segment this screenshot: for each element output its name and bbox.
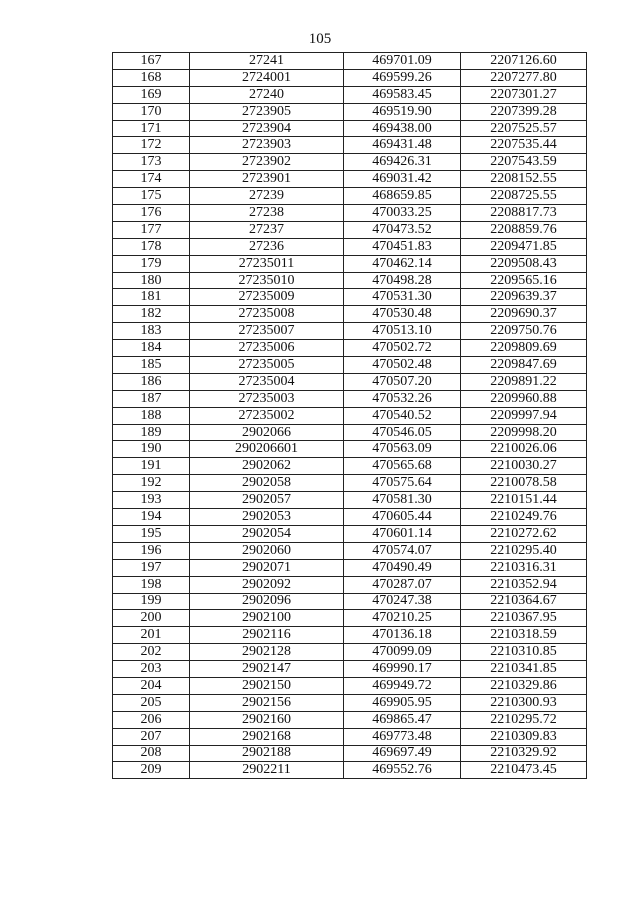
- point-id-cell: 2902060: [190, 542, 344, 559]
- x-coordinate-cell: 469426.31: [344, 154, 461, 171]
- x-coordinate-cell: 470601.14: [344, 525, 461, 542]
- point-id-cell: 2902092: [190, 576, 344, 593]
- table-row: [113, 762, 587, 779]
- x-coordinate-cell: 469949.72: [344, 677, 461, 694]
- row-number-cell: 196: [113, 542, 190, 559]
- row-number-cell: 207: [113, 728, 190, 745]
- y-coordinate-cell: 2210341.85: [461, 661, 587, 678]
- table-row: [113, 306, 587, 323]
- point-id-cell: 2902057: [190, 492, 344, 509]
- point-id-cell: 2723901: [190, 171, 344, 188]
- x-coordinate-cell: 470575.64: [344, 475, 461, 492]
- point-id-cell: 2902150: [190, 677, 344, 694]
- y-coordinate-cell: 2210329.86: [461, 677, 587, 694]
- table-row: [113, 171, 587, 188]
- table-row: [113, 610, 587, 627]
- row-number-cell: 197: [113, 559, 190, 576]
- x-coordinate-cell: 470581.30: [344, 492, 461, 509]
- row-number-cell: 190: [113, 441, 190, 458]
- y-coordinate-cell: 2210316.31: [461, 559, 587, 576]
- y-coordinate-cell: 2209508.43: [461, 255, 587, 272]
- y-coordinate-cell: 2210026.06: [461, 441, 587, 458]
- x-coordinate-cell: 470247.38: [344, 593, 461, 610]
- y-coordinate-cell: 2210272.62: [461, 525, 587, 542]
- table-row: [113, 661, 587, 678]
- y-coordinate-cell: 2210309.83: [461, 728, 587, 745]
- y-coordinate-cell: 2208817.73: [461, 205, 587, 222]
- y-coordinate-cell: 2207399.28: [461, 103, 587, 120]
- table-row: [113, 323, 587, 340]
- row-number-cell: 203: [113, 661, 190, 678]
- table-row: [113, 745, 587, 762]
- point-id-cell: 2902100: [190, 610, 344, 627]
- table-row: [113, 525, 587, 542]
- point-id-cell: 27235010: [190, 272, 344, 289]
- x-coordinate-cell: 470565.68: [344, 458, 461, 475]
- row-number-cell: 179: [113, 255, 190, 272]
- y-coordinate-cell: 2209565.16: [461, 272, 587, 289]
- table-row: [113, 728, 587, 745]
- y-coordinate-cell: 2210310.85: [461, 644, 587, 661]
- row-number-cell: 188: [113, 407, 190, 424]
- x-coordinate-cell: 469031.42: [344, 171, 461, 188]
- point-id-cell: 27235002: [190, 407, 344, 424]
- table-row: [113, 357, 587, 374]
- point-id-cell: 27235009: [190, 289, 344, 306]
- point-id-cell: 27235006: [190, 340, 344, 357]
- x-coordinate-cell: 468659.85: [344, 188, 461, 205]
- table-row: [113, 576, 587, 593]
- y-coordinate-cell: 2210367.95: [461, 610, 587, 627]
- x-coordinate-cell: 470033.25: [344, 205, 461, 222]
- row-number-cell: 173: [113, 154, 190, 171]
- row-number-cell: 169: [113, 86, 190, 103]
- x-coordinate-cell: 469583.45: [344, 86, 461, 103]
- x-coordinate-cell: 469905.95: [344, 694, 461, 711]
- y-coordinate-cell: 2207301.27: [461, 86, 587, 103]
- table-row: [113, 340, 587, 357]
- table-row: [113, 677, 587, 694]
- table-row: [113, 289, 587, 306]
- x-coordinate-cell: 470502.72: [344, 340, 461, 357]
- y-coordinate-cell: 2209891.22: [461, 373, 587, 390]
- x-coordinate-cell: 470502.48: [344, 357, 461, 374]
- x-coordinate-cell: 469773.48: [344, 728, 461, 745]
- x-coordinate-cell: 469990.17: [344, 661, 461, 678]
- x-coordinate-cell: 470507.20: [344, 373, 461, 390]
- point-id-cell: 27238: [190, 205, 344, 222]
- table-row: [113, 475, 587, 492]
- x-coordinate-cell: 470099.09: [344, 644, 461, 661]
- row-number-cell: 181: [113, 289, 190, 306]
- row-number-cell: 175: [113, 188, 190, 205]
- point-id-cell: 27240: [190, 86, 344, 103]
- table-row: [113, 559, 587, 576]
- row-number-cell: 184: [113, 340, 190, 357]
- x-coordinate-cell: 470563.09: [344, 441, 461, 458]
- y-coordinate-cell: 2210300.93: [461, 694, 587, 711]
- row-number-cell: 208: [113, 745, 190, 762]
- y-coordinate-cell: 2209750.76: [461, 323, 587, 340]
- point-id-cell: 2723903: [190, 137, 344, 154]
- y-coordinate-cell: 2208725.55: [461, 188, 587, 205]
- y-coordinate-cell: 2209847.69: [461, 357, 587, 374]
- x-coordinate-cell: 469438.00: [344, 120, 461, 137]
- x-coordinate-cell: 470540.52: [344, 407, 461, 424]
- row-number-cell: 194: [113, 509, 190, 526]
- row-number-cell: 172: [113, 137, 190, 154]
- x-coordinate-cell: 470462.14: [344, 255, 461, 272]
- point-id-cell: 2723905: [190, 103, 344, 120]
- point-id-cell: 27241: [190, 53, 344, 70]
- y-coordinate-cell: 2210318.59: [461, 627, 587, 644]
- point-id-cell: 2724001: [190, 69, 344, 86]
- y-coordinate-cell: 2210151.44: [461, 492, 587, 509]
- row-number-cell: 199: [113, 593, 190, 610]
- row-number-cell: 200: [113, 610, 190, 627]
- x-coordinate-cell: 469599.26: [344, 69, 461, 86]
- x-coordinate-cell: 469701.09: [344, 53, 461, 70]
- x-coordinate-cell: 470605.44: [344, 509, 461, 526]
- x-coordinate-cell: 470530.48: [344, 306, 461, 323]
- x-coordinate-cell: 469552.76: [344, 762, 461, 779]
- point-id-cell: 2723904: [190, 120, 344, 137]
- y-coordinate-cell: 2209471.85: [461, 238, 587, 255]
- point-id-cell: 2902147: [190, 661, 344, 678]
- row-number-cell: 198: [113, 576, 190, 593]
- table-row: [113, 69, 587, 86]
- row-number-cell: 209: [113, 762, 190, 779]
- x-coordinate-cell: 469865.47: [344, 711, 461, 728]
- point-id-cell: 2902058: [190, 475, 344, 492]
- y-coordinate-cell: 2209690.37: [461, 306, 587, 323]
- table-row: [113, 694, 587, 711]
- row-number-cell: 204: [113, 677, 190, 694]
- table-row: [113, 542, 587, 559]
- point-id-cell: 2902071: [190, 559, 344, 576]
- x-coordinate-cell: 469431.48: [344, 137, 461, 154]
- row-number-cell: 174: [113, 171, 190, 188]
- x-coordinate-cell: 470532.26: [344, 390, 461, 407]
- table-row: [113, 103, 587, 120]
- row-number-cell: 193: [113, 492, 190, 509]
- table-row: [113, 390, 587, 407]
- row-number-cell: 178: [113, 238, 190, 255]
- y-coordinate-cell: 2207126.60: [461, 53, 587, 70]
- y-coordinate-cell: 2210352.94: [461, 576, 587, 593]
- y-coordinate-cell: 2209809.69: [461, 340, 587, 357]
- y-coordinate-cell: 2209639.37: [461, 289, 587, 306]
- row-number-cell: 201: [113, 627, 190, 644]
- table-row: [113, 441, 587, 458]
- point-id-cell: 2902156: [190, 694, 344, 711]
- point-id-cell: 290206601: [190, 441, 344, 458]
- x-coordinate-cell: 469697.49: [344, 745, 461, 762]
- row-number-cell: 167: [113, 53, 190, 70]
- y-coordinate-cell: 2210364.67: [461, 593, 587, 610]
- point-id-cell: 27235003: [190, 390, 344, 407]
- table-row: [113, 627, 587, 644]
- table-row: [113, 509, 587, 526]
- y-coordinate-cell: 2210030.27: [461, 458, 587, 475]
- table-row: [113, 137, 587, 154]
- row-number-cell: 176: [113, 205, 190, 222]
- row-number-cell: 186: [113, 373, 190, 390]
- row-number-cell: 183: [113, 323, 190, 340]
- x-coordinate-cell: 470490.49: [344, 559, 461, 576]
- row-number-cell: 205: [113, 694, 190, 711]
- y-coordinate-cell: 2210329.92: [461, 745, 587, 762]
- point-id-cell: 2902053: [190, 509, 344, 526]
- x-coordinate-cell: 470574.07: [344, 542, 461, 559]
- point-id-cell: 2723902: [190, 154, 344, 171]
- table-row: [113, 373, 587, 390]
- table-row: [113, 86, 587, 103]
- point-id-cell: 27235008: [190, 306, 344, 323]
- y-coordinate-cell: 2209960.88: [461, 390, 587, 407]
- table-row: [113, 492, 587, 509]
- y-coordinate-cell: 2207277.80: [461, 69, 587, 86]
- table-row: [113, 407, 587, 424]
- y-coordinate-cell: 2208859.76: [461, 221, 587, 238]
- table-row: [113, 238, 587, 255]
- table-row: [113, 458, 587, 475]
- x-coordinate-cell: 470531.30: [344, 289, 461, 306]
- coordinate-table-body: [113, 53, 587, 779]
- point-id-cell: 2902168: [190, 728, 344, 745]
- row-number-cell: 187: [113, 390, 190, 407]
- table-row: [113, 221, 587, 238]
- table-row: [113, 593, 587, 610]
- point-id-cell: 2902054: [190, 525, 344, 542]
- x-coordinate-cell: 470210.25: [344, 610, 461, 627]
- point-id-cell: 2902128: [190, 644, 344, 661]
- point-id-cell: 2902096: [190, 593, 344, 610]
- x-coordinate-cell: 470498.28: [344, 272, 461, 289]
- row-number-cell: 202: [113, 644, 190, 661]
- row-number-cell: 177: [113, 221, 190, 238]
- table-row: [113, 424, 587, 441]
- point-id-cell: 2902160: [190, 711, 344, 728]
- point-id-cell: 27236: [190, 238, 344, 255]
- table-row: [113, 188, 587, 205]
- point-id-cell: 2902066: [190, 424, 344, 441]
- row-number-cell: 191: [113, 458, 190, 475]
- row-number-cell: 185: [113, 357, 190, 374]
- page-number: 105: [308, 31, 332, 47]
- point-id-cell: 2902211: [190, 762, 344, 779]
- y-coordinate-cell: 2207543.59: [461, 154, 587, 171]
- x-coordinate-cell: 469519.90: [344, 103, 461, 120]
- row-number-cell: 180: [113, 272, 190, 289]
- x-coordinate-cell: 470513.10: [344, 323, 461, 340]
- row-number-cell: 189: [113, 424, 190, 441]
- row-number-cell: 171: [113, 120, 190, 137]
- row-number-cell: 192: [113, 475, 190, 492]
- table-row: [113, 644, 587, 661]
- x-coordinate-cell: 470473.52: [344, 221, 461, 238]
- y-coordinate-cell: 2210473.45: [461, 762, 587, 779]
- y-coordinate-cell: 2207525.57: [461, 120, 587, 137]
- x-coordinate-cell: 470546.05: [344, 424, 461, 441]
- row-number-cell: 168: [113, 69, 190, 86]
- y-coordinate-cell: 2208152.55: [461, 171, 587, 188]
- y-coordinate-cell: 2210295.40: [461, 542, 587, 559]
- point-id-cell: 27235004: [190, 373, 344, 390]
- row-number-cell: 195: [113, 525, 190, 542]
- y-coordinate-cell: 2209998.20: [461, 424, 587, 441]
- x-coordinate-cell: 470287.07: [344, 576, 461, 593]
- point-id-cell: 2902188: [190, 745, 344, 762]
- x-coordinate-cell: 470136.18: [344, 627, 461, 644]
- coordinate-table: [112, 52, 587, 779]
- y-coordinate-cell: 2210078.58: [461, 475, 587, 492]
- table-row: [113, 120, 587, 137]
- table-row: [113, 154, 587, 171]
- table-row: [113, 205, 587, 222]
- point-id-cell: 27237: [190, 221, 344, 238]
- y-coordinate-cell: 2207535.44: [461, 137, 587, 154]
- y-coordinate-cell: 2209997.94: [461, 407, 587, 424]
- table-row: [113, 53, 587, 70]
- point-id-cell: 27235005: [190, 357, 344, 374]
- row-number-cell: 182: [113, 306, 190, 323]
- row-number-cell: 170: [113, 103, 190, 120]
- point-id-cell: 2902116: [190, 627, 344, 644]
- row-number-cell: 206: [113, 711, 190, 728]
- y-coordinate-cell: 2210249.76: [461, 509, 587, 526]
- point-id-cell: 27239: [190, 188, 344, 205]
- point-id-cell: 27235007: [190, 323, 344, 340]
- table-row: [113, 272, 587, 289]
- table-row: [113, 255, 587, 272]
- point-id-cell: 2902062: [190, 458, 344, 475]
- x-coordinate-cell: 470451.83: [344, 238, 461, 255]
- table-row: [113, 711, 587, 728]
- point-id-cell: 27235011: [190, 255, 344, 272]
- y-coordinate-cell: 2210295.72: [461, 711, 587, 728]
